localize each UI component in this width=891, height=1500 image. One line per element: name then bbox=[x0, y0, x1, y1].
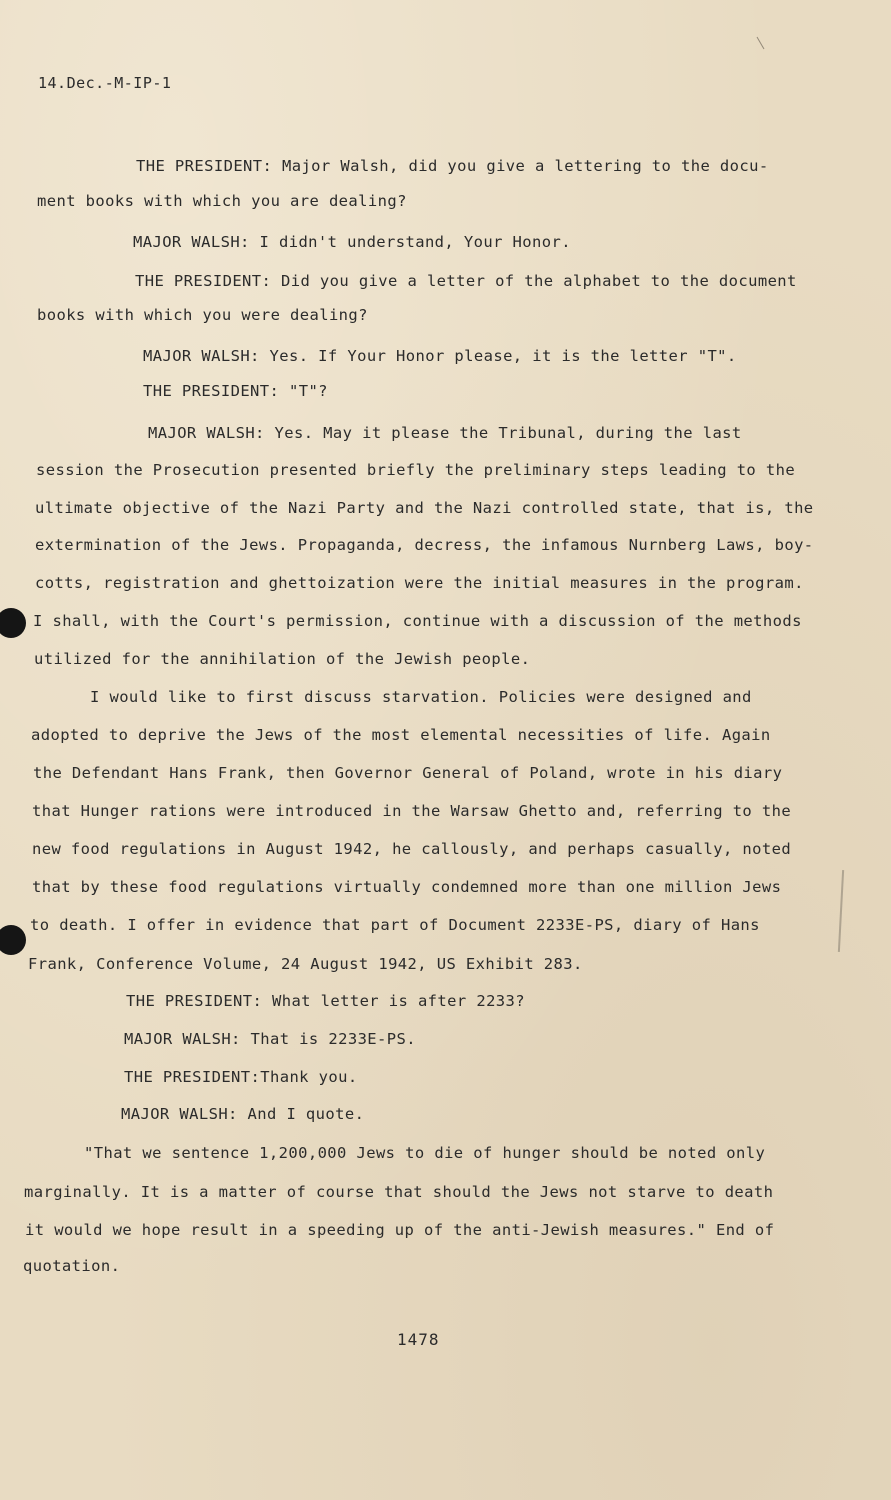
text-line: marginally. It is a matter of course that should the Jews not starve to death bbox=[24, 1183, 774, 1201]
binder-hole bbox=[0, 925, 26, 955]
text-line: extermination of the Jews. Propaganda, decress, the infamous Nurnberg Laws, boy- bbox=[35, 536, 814, 554]
text-line: quotation. bbox=[23, 1257, 121, 1275]
text-line: MAJOR WALSH: Yes. If Your Honor please, it is the letter "T". bbox=[143, 347, 737, 365]
text-line: that Hunger rations were introduced in the Warsaw Ghetto and, referring to the bbox=[32, 802, 792, 820]
text-line: MAJOR WALSH: Yes. May it please the Tribunal, during the last bbox=[148, 424, 742, 442]
text-line: books with which you were dealing? bbox=[37, 306, 368, 324]
pencil-mark bbox=[757, 37, 765, 50]
text-line: it would we hope result in a speeding up of the anti-Jewish measures." End of bbox=[25, 1221, 775, 1239]
text-line: the Defendant Hans Frank, then Governor General of Poland, wrote in his diary bbox=[33, 764, 783, 782]
text-line: ment books with which you are dealing? bbox=[37, 192, 407, 210]
text-line: MAJOR WALSH: And I quote. bbox=[121, 1105, 365, 1123]
text-line: cotts, registration and ghettoization were the initial measures in the program. bbox=[35, 574, 804, 592]
text-line: MAJOR WALSH: That is 2233E-PS. bbox=[124, 1030, 416, 1048]
text-line: ultimate objective of the Nazi Party and the Nazi controlled state, that is, the bbox=[35, 499, 814, 517]
text-line: that by these food regulations virtually condemned more than one million Jews bbox=[32, 878, 782, 896]
text-line: THE PRESIDENT: Did you give a letter of the alphabet to the document bbox=[135, 272, 797, 290]
text-line: "That we sentence 1,200,000 Jews to die of hunger should be noted only bbox=[84, 1144, 766, 1162]
binder-hole bbox=[0, 608, 26, 638]
text-line: utilized for the annihilation of the Jewish people. bbox=[34, 650, 531, 668]
margin-mark bbox=[838, 870, 844, 952]
text-line: Frank, Conference Volume, 24 August 1942, US Exhibit 283. bbox=[28, 955, 583, 973]
text-line: THE PRESIDENT: What letter is after 2233? bbox=[126, 992, 526, 1010]
text-line: adopted to deprive the Jews of the most elemental necessities of life. Again bbox=[31, 726, 771, 744]
text-line: I shall, with the Court's permission, continue with a discussion of the methods bbox=[33, 612, 802, 630]
text-line: THE PRESIDENT:Thank you. bbox=[124, 1068, 358, 1086]
text-line: new food regulations in August 1942, he callously, and perhaps casually, noted bbox=[32, 840, 792, 858]
text-line: to death. I offer in evidence that part of Document 2233E-PS, diary of Hans bbox=[30, 916, 760, 934]
text-line: THE PRESIDENT: Major Walsh, did you give a lettering to the docu- bbox=[136, 157, 769, 175]
text-line: session the Prosecution presented briefly the preliminary steps leading to the bbox=[36, 461, 796, 479]
text-line: MAJOR WALSH: I didn't understand, Your Honor. bbox=[133, 233, 571, 251]
page-header: 14.Dec.-M-IP-1 bbox=[38, 74, 172, 92]
page-number: 1478 bbox=[397, 1330, 440, 1349]
text-line: I would like to first discuss starvation. Policies were designed and bbox=[90, 688, 752, 706]
text-line: THE PRESIDENT: "T"? bbox=[143, 382, 328, 400]
